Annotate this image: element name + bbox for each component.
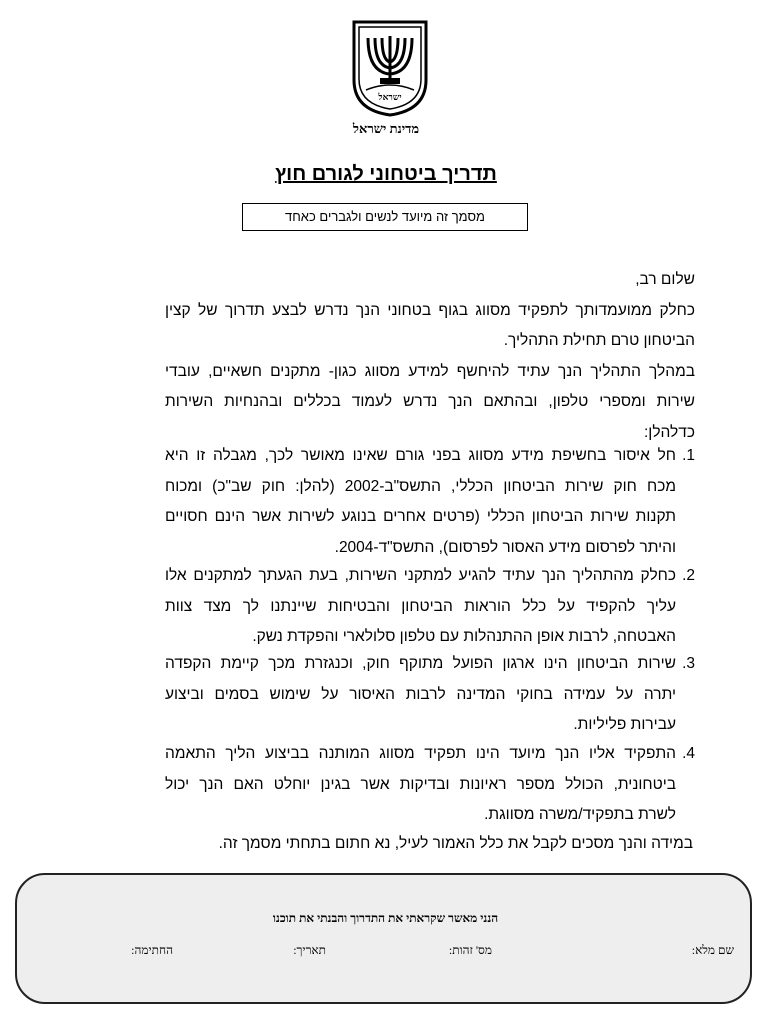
svg-text:ישראל: ישראל xyxy=(378,92,402,102)
item-line: כחלק מהתהליך הנך עתיד להגיע למתקני השירות, בעת הגעתך למתקנים אלו xyxy=(165,567,676,584)
item-line: האבטחה, לרבות אופן ההתנהלות עם טלפון סלולארי והפקדת נשק. xyxy=(252,628,676,645)
intro-line: כדלהלן: xyxy=(644,423,695,441)
signature-box xyxy=(15,873,752,1004)
item-number: 2. xyxy=(682,567,695,584)
item-line: ביטחונית, הכולל מספר ראיונות ובדיקות אשר בגינן יוחלט האם הנך יכול xyxy=(165,775,676,793)
list-item xyxy=(165,561,695,653)
full-name-field[interactable]: שם מלא: xyxy=(691,943,734,957)
item-line: תקנות שירות הביטחון הכללי (פרטים אחרים בנוגע לשירות אשר הינם חסויים xyxy=(165,508,676,525)
state-emblem-icon xyxy=(350,18,430,118)
item-line: חל איסור בחשיפת מידע מסווג בפני גורם שאינו מאושר לכך, מגבלה זו היא xyxy=(165,447,676,464)
greeting: שלום רב, xyxy=(635,271,695,288)
intro-line: כחלק ממועמדותך לתפקיד מסווג בגוף בטחוני הנך נדרש לבצע תדרוך של קצין xyxy=(165,301,695,319)
item-line: מכח חוק שירות הביטחון הכללי, התשס"ב-2002 (להלן: חוק שב"כ) ומכוח xyxy=(165,477,677,495)
date-field[interactable]: תאריך: xyxy=(293,943,326,957)
list-item xyxy=(165,739,695,831)
item-number: 4. xyxy=(682,745,695,762)
closing-sentence: במידה והנך מסכים לקבל את כלל האמור לעיל, נא חתום בתחתי מסמך זה. xyxy=(218,835,693,852)
intro-line: שירות ומספרי טלפון, ובהתאם הנך נדרש לעמוד בכללים ובהנחיות השירות xyxy=(165,393,695,410)
intro-line: במהלך התהליך הנך עתיד להיחשף למידע מסווג כגון- מתקנים חשאיים, עובדי xyxy=(165,362,695,380)
item-line: יתרה על עמידה בחוקי המדינה לרבות האיסור על שימוש בסמים וביצוע xyxy=(165,685,676,703)
id-number-field[interactable]: מס' זהות: xyxy=(448,943,492,957)
item-line: התפקיד אליו הנך מיועד הינו תפקיד מסווג המותנה בביצוע הליך התאמה xyxy=(165,745,676,762)
item-number: 3. xyxy=(682,655,695,672)
intro-paragraph xyxy=(165,265,695,448)
item-line: לשרת בתפקיד/משרה מסווגת. xyxy=(484,806,676,823)
page-title: תדריך ביטחוני לגורם חוץ xyxy=(275,163,497,185)
signature-field[interactable]: החתימה: xyxy=(131,943,173,957)
item-number: 1. xyxy=(682,447,695,464)
gender-notice-box: מסמך זה מיועד לנשים ולגברים כאחד xyxy=(242,203,528,231)
signature-heading: הנני מאשר שקראתי את התדרוך והבנתי את תוכנו xyxy=(272,911,499,925)
emblem-caption: מדינת ישראל xyxy=(352,121,420,136)
list-item xyxy=(165,649,695,741)
item-line: עליך להקפיד על כלל הוראות הביטחון והבטיחות שיינתנו לך מצד צוות xyxy=(165,597,676,615)
item-line: עבירות פליליות. xyxy=(573,716,676,733)
intro-line: הביטחון טרם תחילת התהליך. xyxy=(503,332,695,349)
list-item xyxy=(165,441,695,563)
item-line: והיתר לפרסום מידע האסור לפרסום), התשס"ד-2004. xyxy=(334,538,676,556)
item-line: שירות הביטחון הינו ארגון הפועל מתוקף חוק, וכנגזרת מכך קיימת הקפדה xyxy=(165,655,676,672)
